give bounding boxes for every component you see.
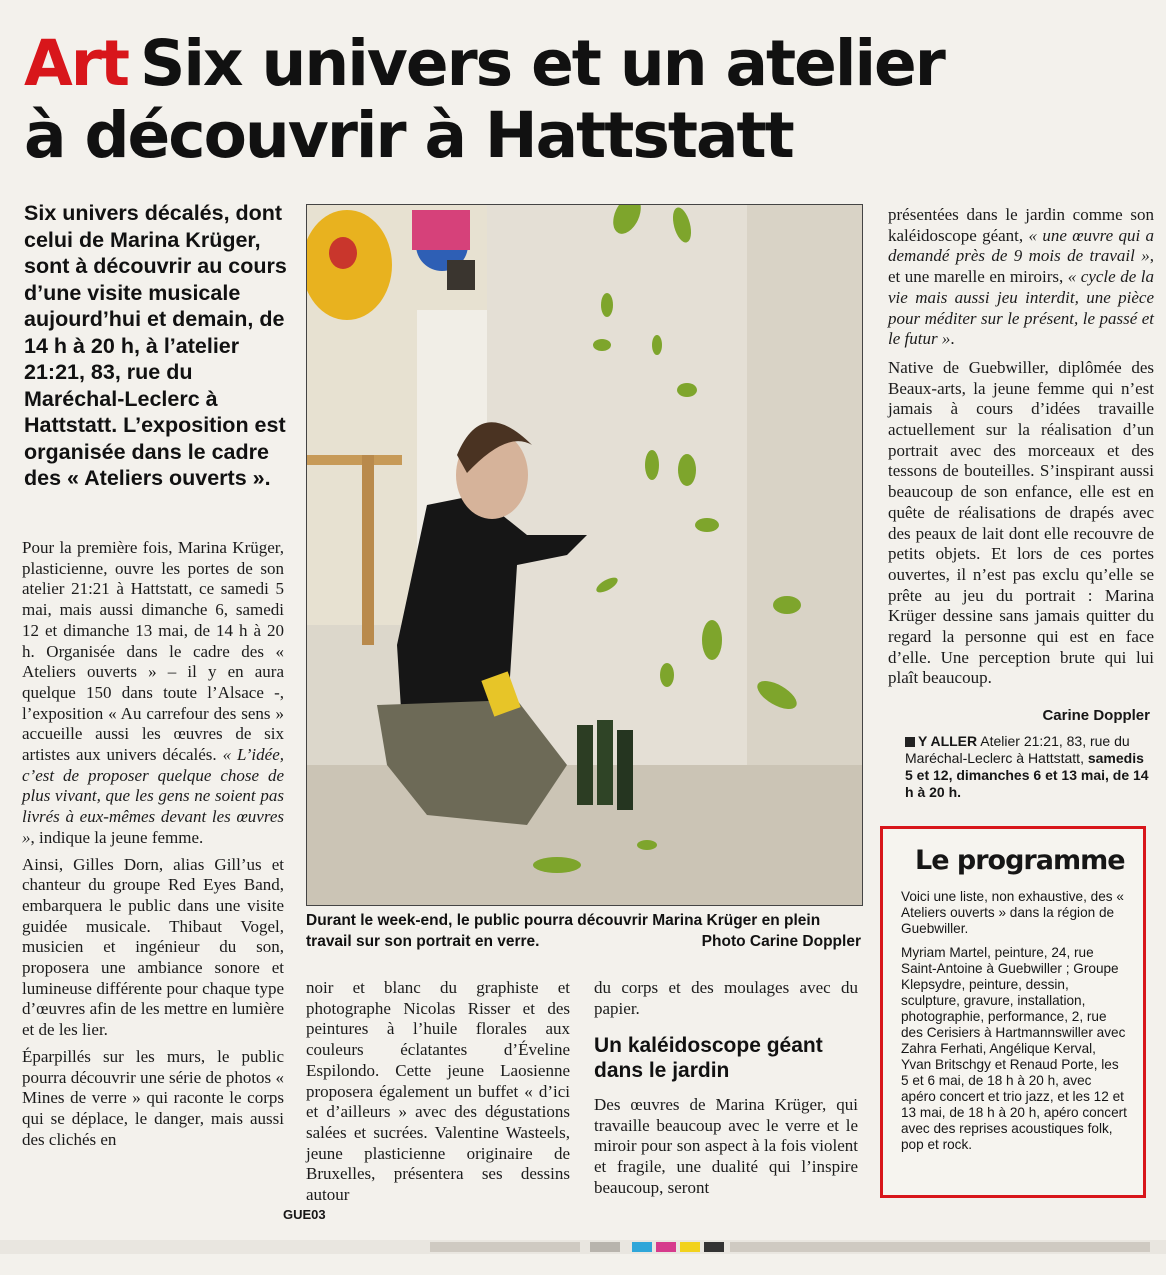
programme-intro: Voici une liste, non exhaustive, des « Ateliers ouverts » dans la région de Guebwiller. xyxy=(901,889,1124,936)
c4-p1-end: . xyxy=(950,329,955,349)
c1-p1-text: Pour la première fois, Marina Krüger, plasticienne, ouvre les portes de son atelier 21:21 à Hattstatt, ce samedi 5 mai, mais aussi dimanche 6, samedi 12 et dimanche 13 mai, de 14 h à 20 h. Organisée dans le cadre des « Ateliers ouverts » – il y en aura quelque 150 dans toute l’Alsace -, l’exposition « Au carrefour des sens » accueille aussi les œuvres de six artistes aux univers décalés. xyxy=(22,538,284,765)
column-3-paragraph-2: Des œuvres de Marina Krüger, qui travaille beaucoup avec le verre et le miroir pour son aspect à la fois violent et fragile, une dualité qui l’inspire beaucoup, seront xyxy=(594,1095,858,1197)
column-3-paragraph-1: du corps et des moulages avec du papier. xyxy=(594,978,858,1018)
column-4-paragraph-1 xyxy=(888,205,1154,350)
headline xyxy=(24,28,1024,172)
programme-box xyxy=(880,826,1146,1198)
column-1-paragraph-1 xyxy=(22,538,284,849)
column-3 xyxy=(594,978,858,1025)
author-byline: Carine Doppler xyxy=(1042,707,1150,724)
page-folio: GUE03 xyxy=(283,1207,326,1222)
c4-p1-quote-2: « cycle de la vie mais aussi jeu interdit, une pièce pour méditer sur le présent, le passé et le futur » xyxy=(888,267,1154,349)
color-registration-marks xyxy=(0,1240,1166,1254)
c1-p1-quote: « L’idée, c’est de proposer quelque chose de plus vivant, que les gens ne soient pas livrés à eux-mêmes devant les œuvres » xyxy=(22,745,284,847)
programme-title: Le programme xyxy=(915,845,1125,876)
headline-kicker: Art xyxy=(24,27,128,100)
y-aller-info xyxy=(905,733,1155,801)
headline-line1: Six univers et un atelier xyxy=(139,27,944,100)
caption-text: Durant le week-end, le public pourra découvrir Marina Krüger en plein travail sur son portrait en verre. xyxy=(306,912,821,950)
column-1-paragraph-2: Ainsi, Gilles Dorn, alias Gill’us et chanteur du groupe Red Eyes Band, embarquera le public dans une visite guidée musicale. Thibaut Vogel, musicien et ingénieur du son, proposera une ambiance sonore et lumineuse différente pour chaque type d’œuvres afin de les mettre en lumière et de les lier. xyxy=(22,854,284,1040)
bullet-square-icon xyxy=(905,737,915,747)
photo-credit: Photo Carine Doppler xyxy=(701,933,861,950)
column-1-paragraph-3: Éparpillés sur les murs, le public pourra découvrir une série de photos « Mines de verre » qui raconte le corps qui se déplace, le danger, mais aussi des clichés en xyxy=(22,1046,284,1149)
y-aller-address: Atelier 21:21, 83, rue du Maréchal-Leclerc à Hattstatt, xyxy=(905,733,1130,766)
y-aller-dates: samedis 5 et 12, dimanches 6 et 13 mai, de 14 h à 20 h. xyxy=(905,750,1149,800)
y-aller-label: Y ALLER xyxy=(918,733,978,749)
column-3-continued xyxy=(594,1095,858,1205)
photo-caption xyxy=(306,910,861,952)
programme-body: Myriam Martel, peinture, 24, rue Saint-Antoine à Guebwiller ; Groupe Klepsydre, peinture, dessin, sculpture, gravure, installation, photographie, performance, 2, rue des Cerisiers à Hartmannswiller avec Zahra Ferhati, Angélique Kerval, Yvan Britschgy et Renaud Porte, les 5 et 6 mai, de 18 h à 20 h, avec apéro concert et trio jazz, et les 12 et 13 mai, de 18 h à 20 h, apéro concert avec des reprises acoustiques folk, pop et rock. xyxy=(901,945,1127,1152)
artist-at-work-illustration xyxy=(307,205,862,905)
c4-p1-quote-1: « une œuvre qui a demandé près de 9 mois de travail » xyxy=(888,225,1155,266)
column-4 xyxy=(888,205,1154,695)
print-margin-bar xyxy=(0,1240,1166,1254)
headline-line2: à découvrir à Hattstatt xyxy=(24,99,793,172)
section-subhead: Un kaléidoscope géant dans le jardin xyxy=(594,1034,823,1082)
c1-p1-end: , indique la jeune femme. xyxy=(30,827,204,847)
column-2-paragraph-1: noir et blanc du graphiste et photographe Nicolas Risser et des peintures à l’huile florales aux couleurs éclatantes d’Éveline Espilondo. Cette jeune Laosienne proposera également un buffet « d’ici et d’ailleurs » avec des dégustations salées et sucrées. Valentine Wasteels, jeune plasticienne originaire de Bruxelles, présentera ses dessins autour xyxy=(306,978,570,1205)
column-4-paragraph-2: Native de Guebwiller, diplômée des Beaux-arts, la jeune femme qui n’est jamais à cours d’idées travaille actuellement sur la réalisation d’un portrait avec des morceaux et des tessons de bouteilles. S’inspirant aussi beaucoup de son enfance, elle est en quête de réalisations de drapés avec des peaux de lait dont elle recouvre de petits objets. Et lors de ces portes ouvertes, il n’est pas exclu qu’elle se prête au jeu du portrait : Marina Krüger dessine sans jamais quitter du regard la personne qui est en face d’elle. Une perception brute qui lui plaît beaucoup. xyxy=(888,357,1154,688)
column-1 xyxy=(22,538,284,1156)
lead-paragraph: Six univers décalés, dont celui de Marina Krüger, sont à découvrir au cours d’une visite musicale aujourd’hui et demain, de 14 h à 20 h, à l’atelier 21:21, 83, rue du Maréchal-Leclerc à Hattstatt. L’exposition est organisée dans le cadre des « Ateliers ouverts ». xyxy=(24,201,287,490)
c4-p1-text-2: , et une marelle en miroirs, xyxy=(888,246,1154,287)
c4-p1-text: présentées dans le jardin comme son kaléidoscope géant, xyxy=(888,205,1154,245)
article-photo xyxy=(306,204,863,906)
column-2 xyxy=(306,978,570,1212)
